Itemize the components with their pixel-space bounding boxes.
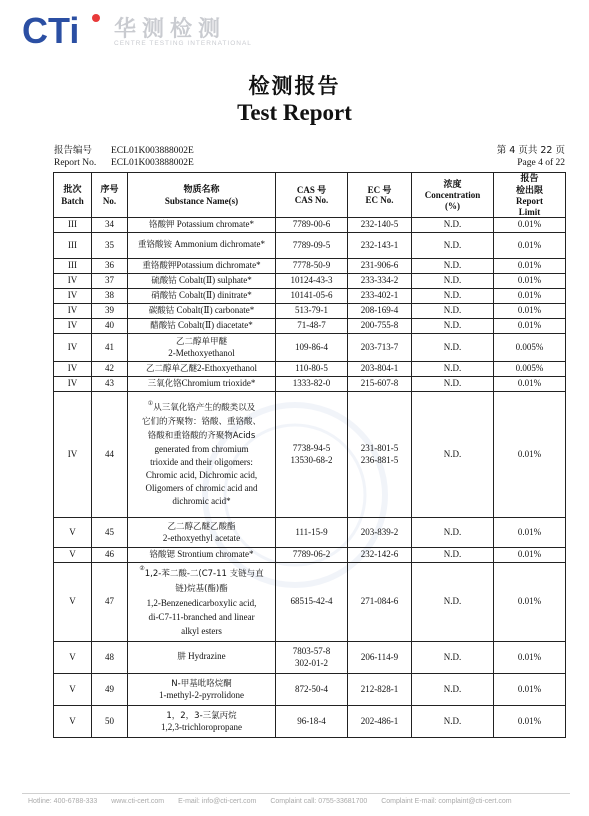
report-title-en: Test Report bbox=[237, 100, 352, 125]
footer-complaint-email: Complaint E-mail: complaint@cti-cert.com bbox=[381, 798, 512, 805]
table-row: V 50 1，2，3-三氯丙烷 1,2,3-trichloropropane 96-18-4 202-486-1 N.D. 0.01% bbox=[54, 706, 566, 738]
table-row: V 48 肼 Hydrazine 7803-57-8 302-01-2 206-114-9 N.D. 0.01% bbox=[54, 642, 566, 674]
table-row: IV 39 碳酸钴 Cobalt(Ⅱ) carbonate* 513-79-1 208-169-4 N.D. 0.01% bbox=[54, 304, 566, 319]
table-row: IV 42 乙二醇单乙醚2-Ethoxyethanol 110-80-5 203-804-1 N.D. 0.005% bbox=[54, 362, 566, 377]
report-title-cn: 检测报告 bbox=[248, 74, 341, 98]
table-row: IV 44 ①从三氧化铬产生的酸类以及 它们的齐聚物：铬酸、重铬酸、 铬酸和重铬酸的齐聚物Acids generated from chromium trioxide and their oligomers: Chromic acid, Dichromic acid, Oligomers of chromic acid and dichromic acid* 7738-94-5 13530-68-2 231-801-5 236-881-5 N.D. 0.01% bbox=[54, 392, 566, 518]
substance-results-table bbox=[53, 172, 566, 738]
cti-logo-text: CTi bbox=[22, 10, 80, 50]
brand-name-cn: 华测检测 bbox=[114, 17, 227, 42]
letterhead bbox=[22, 10, 582, 50]
page-number-en: Page 4 of 22 bbox=[517, 158, 565, 168]
header-ec: EC 号 EC No. bbox=[348, 173, 412, 218]
table-row: V 49 N-甲基吡咯烷酮 1-methyl-2-pyrrolidone 872-50-4 212-828-1 N.D. 0.01% bbox=[54, 674, 566, 706]
table-row: V 45 乙二醇乙醚乙酸酯 2-ethoxyethyl acetate 111-15-9 203-839-2 N.D. 0.01% bbox=[54, 518, 566, 548]
page-number-block bbox=[497, 145, 565, 169]
report-number-block bbox=[54, 145, 194, 169]
header-limit: 报告 检出限 Report Limit bbox=[494, 173, 566, 218]
footer-contact bbox=[28, 798, 568, 805]
table-row: IV 37 硫酸钴 Cobalt(Ⅱ) sulphate* 10124-43-3 233-334-2 N.D. 0.01% bbox=[54, 274, 566, 289]
table-row: III 36 重铬酸钾Potassium dichromate* 7778-50-9 231-906-6 N.D. 0.01% bbox=[54, 259, 566, 274]
brand-name-en: CENTRE TESTING INTERNATIONAL bbox=[114, 40, 252, 47]
header-substance: 物质名称 Substance Name(s) bbox=[128, 173, 276, 218]
header-no: 序号 No. bbox=[92, 173, 128, 218]
footer-hotline: Hotline: 400-6788-333 bbox=[28, 798, 98, 805]
footer-complaint-call: Complaint call: 0755-33681700 bbox=[270, 798, 368, 805]
header-concentration: 浓度 Concentration (%) bbox=[412, 173, 494, 218]
page-number-cn: 第 4 页共 22 页 bbox=[496, 145, 565, 156]
table-row: V 46 铬酸锶 Strontium chromate* 7789-06-2 232-142-6 N.D. 0.01% bbox=[54, 548, 566, 563]
table-row: IV 40 醋酸钴 Cobalt(Ⅱ) diacetate* 71-48-7 200-755-8 N.D. 0.01% bbox=[54, 319, 566, 334]
footer-website: www.cti-cert.com bbox=[111, 798, 165, 805]
report-no-value: ECL01K003888002E bbox=[111, 146, 194, 156]
report-no-label-cn: 报告编号 bbox=[54, 145, 93, 156]
table-row: IV 38 硝酸钴 Cobalt(Ⅱ) dinitrate* 10141-05-6 233-402-1 N.D. 0.01% bbox=[54, 289, 566, 304]
footer-divider bbox=[22, 793, 570, 794]
footer-email: E-mail: info@cti-cert.com bbox=[178, 798, 257, 805]
report-no-value-2: ECL01K003888002E bbox=[111, 158, 194, 168]
table-row: V 47 ②1,2-苯二酸-二(C7-11 支链与直 链)烷基(酯)酯 1,2-Benzenedicarboxylic acid, di-C7-11-branched and linear alkyl esters 68515-42-4 271-084-6 N.D. 0.01% bbox=[54, 563, 566, 642]
table-row: III 35 重铬酸铵 Ammonium dichromate* 7789-09-5 232-143-1 N.D. 0.01% bbox=[54, 233, 566, 259]
report-no-label-en: Report No. bbox=[54, 158, 97, 168]
table-header-row bbox=[54, 173, 566, 218]
header-cas: CAS 号 CAS No. bbox=[276, 173, 348, 218]
cti-logo bbox=[22, 10, 106, 50]
header-batch: 批次 Batch bbox=[54, 173, 92, 218]
table-row: III 34 铬酸钾 Potassium chromate* 7789-00-6 232-140-5 N.D. 0.01% bbox=[54, 218, 566, 233]
table-row: IV 43 三氧化铬Chromium trioxide* 1333-82-0 215-607-8 N.D. 0.01% bbox=[54, 377, 566, 392]
table-row: IV 41 乙二醇单甲醚 2-Methoxyethanol 109-86-4 203-713-7 N.D. 0.005% bbox=[54, 334, 566, 362]
